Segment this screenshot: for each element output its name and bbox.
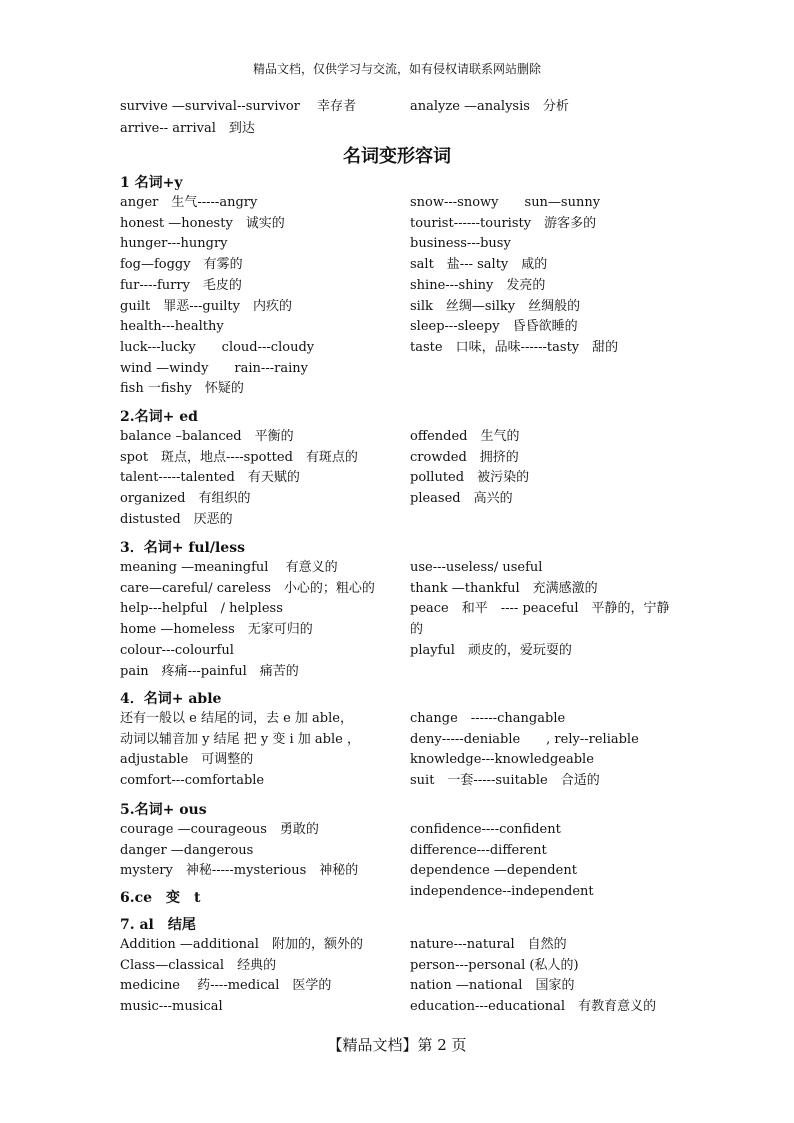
word-entry-right: shine---shiny 发亮的 [410,278,546,293]
word-entry-left: balance –balanced 平衡的 [120,429,294,444]
section-heading: 7. al 结尾 [120,917,196,933]
word-entry-right: person---personal (私人的) [410,958,579,973]
word-entry-right: sleep---sleepy 昏昏欲睡的 [410,319,578,334]
word-entry-left: hunger---hungry [120,236,228,251]
page-title: 名词变形容词 [343,146,451,167]
word-entry-left: music---musical [120,999,223,1014]
word-entry-left: luck---lucky cloud---cloudy [120,340,315,355]
word-entry-right: change ------changable [410,711,566,726]
section-heading: 5.名词+ ous [120,802,207,818]
word-entry-right: difference---different [410,843,547,858]
word-entry-left: 还有一般以 e 结尾的词，去 e 加 able， [120,711,353,726]
word-entry-right: knowledge---knowledgeable [410,752,594,767]
intro-line: analyze —analysis 分析 [410,99,569,114]
word-entry-left: colour---colourful [120,643,234,658]
word-entry-left: adjustable 可调整的 [120,752,254,767]
word-entry-right: confidence----confident [410,822,561,837]
word-entry-left: help---helpful / helpless [120,601,283,616]
word-entry-right: polluted 被污染的 [410,470,530,485]
word-entry-right: tourist------touristy 游客多的 [410,216,597,231]
word-entry-left: fog—foggy 有雾的 [120,257,243,272]
word-entry-left: Class—classical 经典的 [120,958,277,973]
word-entry-right: crowded 拥挤的 [410,450,519,465]
word-entry-left: talent-----talented 有天赋的 [120,470,300,485]
section-heading: 4．名词+ able [120,691,222,707]
word-entry-left: guilt 罪恶---guilty 内疚的 [120,299,292,314]
word-entry-left: danger —dangerous [120,843,254,858]
word-entry-left: pain 疼痛---painful 痛苦的 [120,664,299,679]
word-entry-right: peace 和平 ---- peaceful 平静的，宁静 [410,601,670,616]
word-entry-left: distusted 厌恶的 [120,512,233,527]
word-entry-right: nature---natural 自然的 [410,937,567,952]
word-entry-left: meaning —meaningful 有意义的 [120,560,338,575]
word-entry-left: Addition —additional 附加的，额外的 [120,937,363,952]
word-entry-right: salt 盐--- salty 咸的 [410,257,548,272]
word-entry-left: courage —courageous 勇敢的 [120,822,319,837]
word-entry-right: business---busy [410,236,511,251]
word-entry-right: silk 丝绸—silky 丝绸般的 [410,299,581,314]
word-entry-right: nation —national 国家的 [410,978,575,993]
word-entry-right: deny-----deniable , rely--reliable [410,732,639,747]
word-entry-left: health---healthy [120,319,224,334]
word-entry-right: suit 一套-----suitable 合适的 [410,773,600,788]
word-entry-right: pleased 高兴的 [410,491,513,506]
section-heading: 2.名词+ ed [120,409,198,425]
word-entry-right: education---educational 有教育意义的 [410,999,657,1014]
word-entry-left: medicine 药----medical 医学的 [120,978,332,993]
page-footer: 【精品文档】第 2 页 [327,1036,467,1054]
word-entry-left: anger 生气-----angry [120,195,258,210]
section-heading: 1 名词+y [120,175,183,191]
word-entry-left: organized 有组织的 [120,491,251,506]
word-entry-left: home —homeless 无家可归的 [120,622,313,637]
word-entry-right: snow---snowy sun—sunny [410,195,601,210]
word-entry-left: wind —windy rain---rainy [120,361,308,376]
word-entry-right: independence--independent [410,884,594,899]
page-header: 精品文档，仅供学习与交流，如有侵权请联系网站删除 [252,62,541,76]
word-entry-right: use---useless/ useful [410,560,543,575]
word-entry-left: mystery 神秘-----mysterious 神秘的 [120,863,359,878]
word-entry-left: comfort---comfortable [120,773,265,788]
word-entry-left: fur----furry 毛皮的 [120,278,242,293]
word-entry-right: taste 口味，品味------tasty 甜的 [410,340,619,355]
word-entry-left: care—careful/ careless 小心的；粗心的 [120,581,375,596]
word-entry-left: spot 斑点，地点----spotted 有斑点的 [120,450,358,465]
section-heading: 3．名词+ ful/less [120,540,245,556]
section-heading: 6.ce 变 t [120,890,201,906]
intro-line: survive —survival--survivor 幸存者 [120,99,357,114]
word-entry-right: dependence —dependent [410,863,577,878]
word-entry-right: playful 顽皮的，爱玩耍的 [410,643,572,658]
intro-line: arrive-- arrival 到达 [120,121,255,136]
word-entry-left: 动词以辅音加 y 结尾 把 y 变 i 加 able ， [120,732,360,747]
word-entry-right: offended 生气的 [410,429,520,444]
word-entry-left: fish 一fishy 怀疑的 [120,381,244,396]
word-entry-left: honest —honesty 诚实的 [120,216,285,231]
word-entry-right: thank —thankful 充满感激的 [410,581,598,596]
word-entry-right: 的 [410,622,424,637]
